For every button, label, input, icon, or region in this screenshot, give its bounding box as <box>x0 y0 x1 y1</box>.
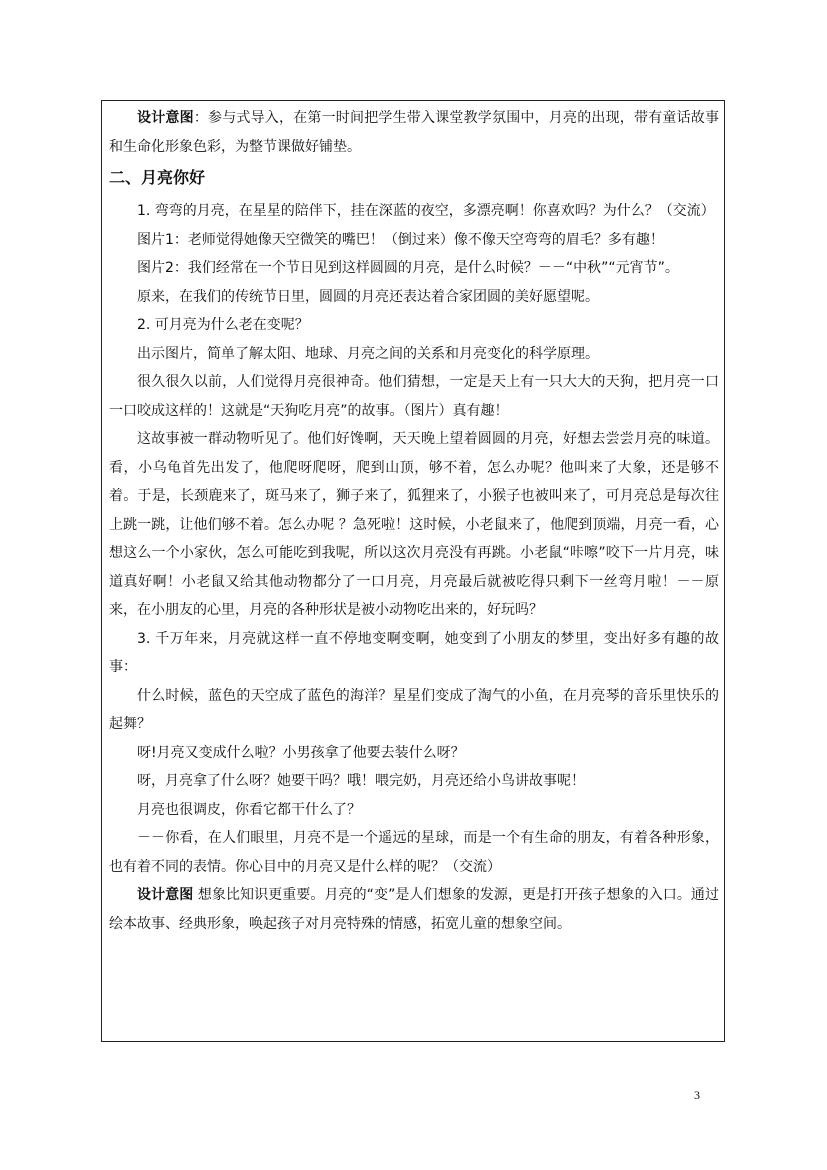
document-body <box>109 104 719 938</box>
paragraph: 1. 弯弯的月亮，在星星的陪伴下，挂在深蓝的夜空，多漂亮啊！你喜欢吗？为什么？（交流） <box>137 203 715 219</box>
paragraph: 呀，月亮拿了什么呀？她要干吗？哦！喂完奶，月亮还给小鸟讲故事呢！ <box>137 773 585 789</box>
design-intent-label: 设计意图 <box>137 887 194 903</box>
paragraph: 很久很久以前，人们觉得月亮很神奇。他们猜想，一定是天上有一只大大的天狗，把月亮一口一口咬成这样的！这就是“天狗吃月亮”的故事。（图片）真有趣！ <box>109 374 719 419</box>
design-intent-2 <box>109 881 719 938</box>
paragraph: 呀!月亮又变成什么啦？小男孩拿了他要去装什么呀？ <box>137 744 465 761</box>
design-intent-text: ：参与式导入，在第一时间把学生带入课堂教学氛围中，月亮的出现，带有童话故事和生命化形象色彩，为整节课做好铺垫。 <box>109 110 720 155</box>
design-intent-1 <box>109 104 719 161</box>
paragraph: 2. 可月亮为什么老在变呢？ <box>137 317 309 333</box>
section-heading: 二、月亮你好 <box>109 168 206 187</box>
paragraph: 图片2：我们经常在一个节日见到这样圆圆的月亮，是什么时候？－－“中秋”“元宵节”。 <box>137 260 679 276</box>
paragraph: 什么时候，蓝色的天空成了蓝色的海洋？星星们变成了淘气的小鱼，在月亮琴的音乐里快乐的起舞？ <box>109 687 719 732</box>
paragraph: 3. 千万年来，月亮就这样一直不停地变啊变啊，她变到了小朋友的梦里，变出好多有趣的故事： <box>109 630 719 675</box>
paragraph: －－你看，在人们眼里，月亮不是一个遥远的星球，而是一个有生命的朋友，有着各种形象，也有着不同的表情。你心目中的月亮又是什么样的呢？（交流） <box>109 830 719 875</box>
paragraph: 出示图片，简单了解太阳、地球、月亮之间的关系和月亮变化的科学原理。 <box>137 345 599 362</box>
design-intent-label: 设计意图 <box>137 110 194 126</box>
design-intent-text: 想象比知识更重要。月亮的“变”是人们想象的发源，更是打开孩子想象的入口。通过绘本故事、经典形象，唤起孩子对月亮特殊的情感，拓宽儿童的想象空间。 <box>109 887 719 932</box>
paragraph: 原来，在我们的传统节日里，圆圆的月亮还表达着合家团圆的美好愿望呢。 <box>137 288 599 305</box>
paragraph: 这故事被一群动物听见了。他们好馋啊，天天晚上望着圆圆的月亮，好想去尝尝月亮的味道。看，小乌龟首先出发了，他爬呀爬呀，爬到山顶，够不着，怎么办呢？他叫来了大象，还是够不着。于是，长颈鹿来了，斑马来了，狮子来了，狐狸来了，小猴子也被叫来了，可月亮总是每次往上跳一跳，让他们够不着。怎么办呢 ？急死啦！这时候，小老鼠来了，他爬到顶端，月亮一看，心想这么一个小家伙，怎么可能吃到我呢，所以这次月亮没有再跳。小老鼠“咔嚓”咬下一片月亮，味道真好啊！小老鼠又给其他动物都分了一口月亮，月亮最后就被吃得只剩下一丝弯月啦！－－原来，在小朋友的心里，月亮的各种形状是被小动物吃出来的，好玩吗？ <box>109 431 719 618</box>
page-number: 3 <box>694 1088 700 1102</box>
paragraph: 月亮也很调皮，你看它都干什么了？ <box>137 801 361 818</box>
paragraph: 图片1：老师觉得她像天空微笑的嘴巴！（倒过来）像不像天空弯弯的眉毛？多有趣！ <box>137 231 664 248</box>
